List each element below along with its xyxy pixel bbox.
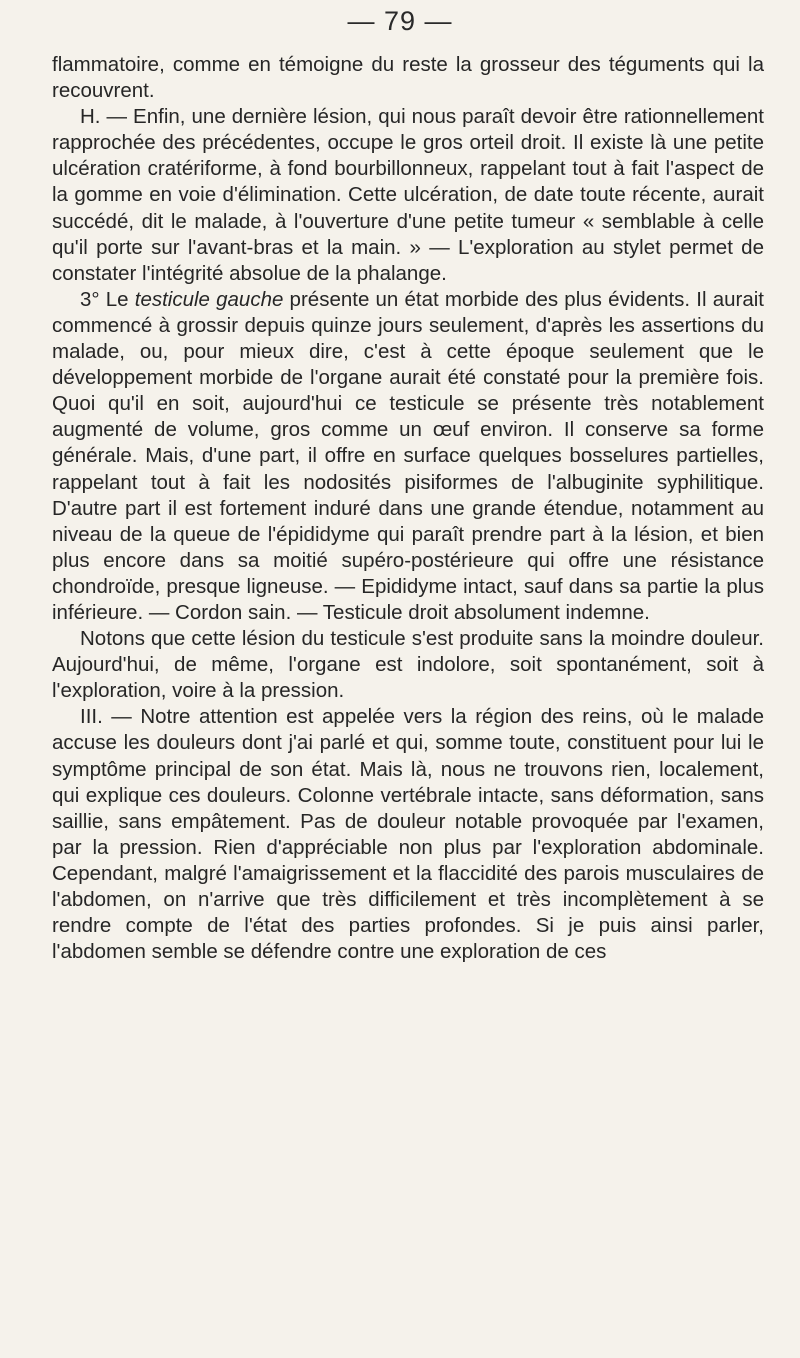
page-number: — 79 — xyxy=(347,6,453,36)
italic-term-testicule-gauche: testicule gauche xyxy=(134,287,284,311)
paragraph-prefix: 3° Le xyxy=(80,287,135,311)
paragraph-h-gros-orteil: H. — Enfin, une dernière lésion, qui nous paraît devoir être rationnellement rapprochée des précédentes, occupe le gros orteil droit. Il existe là une petite ulcération cratériforme, à fond bourbillonneux, rappelant tout à fait l'aspect de la gomme en voie d'élimination. Cette ulcération, de date toute récente, aurait succédé, dit le malade, à l'ouverture d'une petite tumeur « semblable à celle qu'il porte sur l'avant-bras et la main. » — L'exploration au stylet permet de constater l'intégrité absolue de la phalange. xyxy=(52,105,764,285)
paragraph-notons: Notons que cette lésion du testicule s'est produite sans la moindre douleur. Aujourd'hui, de même, l'organe est indolore, soit spontanément, soit à l'exploration, voire à la pression. xyxy=(52,627,764,703)
paragraph-continuation: flammatoire, comme en témoigne du reste la grosseur des téguments qui la recouvrent. xyxy=(52,53,764,103)
paragraph-testicule-gauche xyxy=(52,287,764,626)
paragraph-iii-reins: III. — Notre attention est appelée vers la région des reins, où le malade accuse les douleurs dont j'ai parlé et qui, somme toute, constituent pour lui le symptôme principal de son état. Mais là, nous ne trouvons rien, localement, qui explique ces douleurs. Colonne vertébrale intacte, sans déformation, sans saillie, sans empâtement. Pas de douleur notable provoquée par l'examen, par la pression. Rien d'appréciable non plus par l'exploration abdominale. Cependant, malgré l'amaigrissement et la flaccidité des parois musculaires de l'abdomen, on n'arrive que très difficilement et très incomplètement à se rendre compte de l'état des parties profondes. Si je puis ainsi parler, l'abdomen semble se défendre contre une exploration de ces xyxy=(52,705,764,964)
paragraph-body: présente un état morbide des plus évidents. Il aurait commencé à grossir depuis quinze jours seulement, d'après les assertions du malade, ou, pour mieux dire, c'est à cette époque seulement que le développement morbide de l'organe aurait été constaté pour la première fois. Quoi qu'il en soit, aujourd'hui ce testicule se présente très notablement augmenté de volume, gros comme un œuf environ. Il conserve sa forme générale. Mais, d'une part, il offre en surface quelques bosselures partielles, rappelant tout à fait les nodosités pisiformes de l'albuginite syphilitique. D'autre part il est fortement induré dans une grande étendue, notamment au niveau de la queue de l'épididyme qui paraît prendre part à la lésion, et bien plus encore dans sa moitié supéro-postérieure qui offre une résistance chondroïde, presque ligneuse. — Epididyme intact, sauf dans sa partie la plus inférieure. — Cordon sain. — Testicule droit absolument indemne. xyxy=(52,287,765,624)
body-text xyxy=(52,52,764,965)
